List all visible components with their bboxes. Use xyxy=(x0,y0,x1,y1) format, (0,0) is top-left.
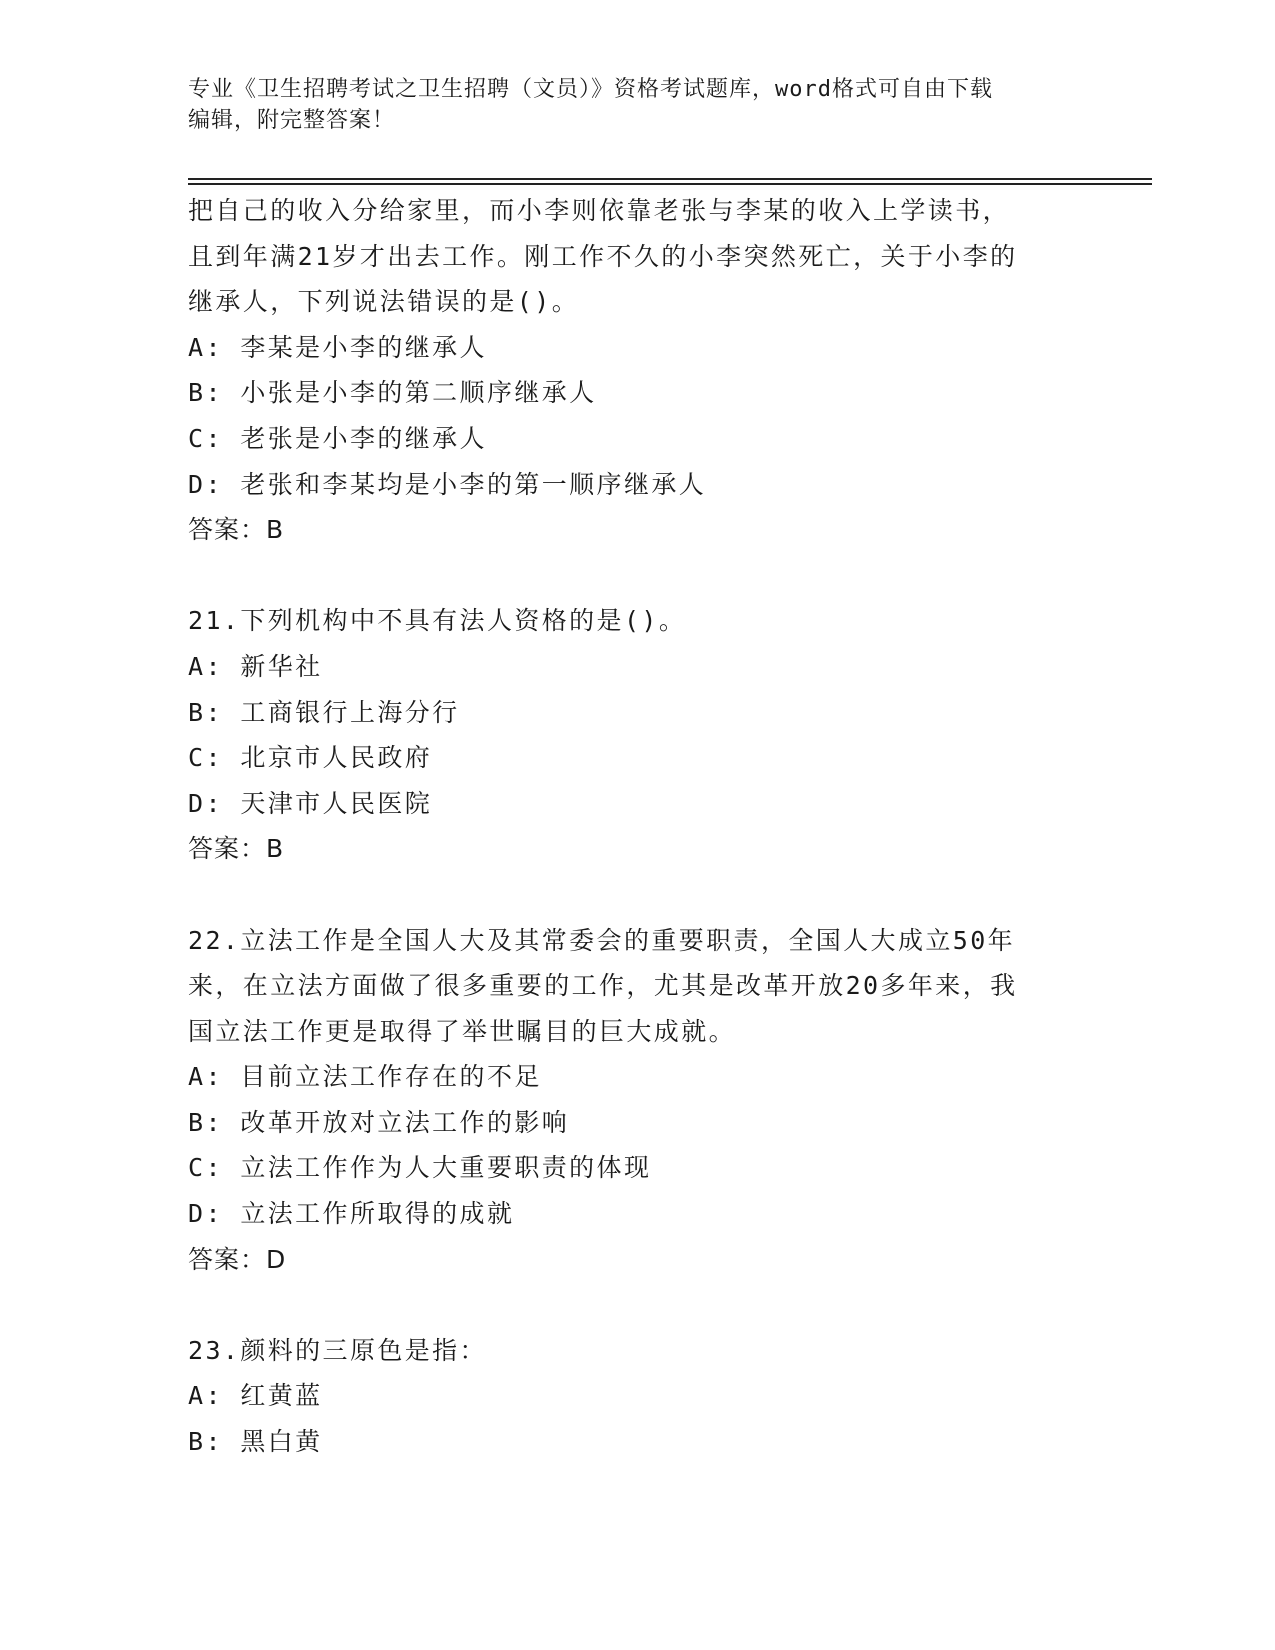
option-b: B: 改革开放对立法工作的影响 xyxy=(188,1107,570,1137)
option-c: C: 立法工作作为人大重要职责的体现 xyxy=(188,1153,652,1183)
question-stem-line: 且到年满21岁才出去工作。刚工作不久的小李突然死亡，关于小李的 xyxy=(188,241,1018,271)
question-stem-line: 把自己的收入分给家里，而小李则依靠老张与李某的收入上学读书， xyxy=(188,196,1011,225)
question-23 xyxy=(188,1328,1088,1465)
question-stem-line: 21.下列机构中不具有法人资格的是()。 xyxy=(188,606,687,636)
option-a: A: 目前立法工作存在的不足 xyxy=(188,1062,542,1092)
spacer xyxy=(188,872,1088,918)
option-b: B: 黑白黄 xyxy=(188,1427,323,1457)
answer-label: 答案：B xyxy=(188,515,285,545)
question-20 xyxy=(188,188,1088,553)
option-b: B: 小张是小李的第二顺序继承人 xyxy=(188,378,597,408)
question-stem-line: 22.立法工作是全国人大及其常委会的重要职责，全国人大成立50年 xyxy=(188,925,1016,955)
answer-label: 答案：B xyxy=(188,834,285,864)
option-a: A: 新华社 xyxy=(188,651,323,681)
option-d: D: 立法工作所取得的成就 xyxy=(188,1199,515,1229)
question-stem-line: 来，在立法方面做了很多重要的工作，尤其是改革开放20多年来，我 xyxy=(188,971,1018,1001)
question-stem-line: 国立法工作更是取得了举世瞩目的巨大成就。 xyxy=(188,1016,737,1046)
spacer xyxy=(188,553,1088,599)
option-a: A: 李某是小李的继承人 xyxy=(188,332,487,362)
option-d: D: 老张和李某均是小李的第一顺序继承人 xyxy=(188,469,707,499)
header-divider-top xyxy=(188,178,1152,180)
question-22 xyxy=(188,918,1088,1283)
header-line-2: 编辑，附完整答案！ xyxy=(188,108,396,133)
header-line-1: 专业《卫生招聘考试之卫生招聘（文员）》资格考试题库，word格式可自由下载 xyxy=(188,77,993,102)
option-b: B: 工商银行上海分行 xyxy=(188,697,460,727)
option-a: A: 红黄蓝 xyxy=(188,1381,323,1411)
question-stem-line: 继承人，下列说法错误的是()。 xyxy=(188,287,580,317)
option-d: D: 天津市人民医院 xyxy=(188,788,433,818)
option-c: C: 北京市人民政府 xyxy=(188,743,433,773)
question-stem-line: 23.颜料的三原色是指： xyxy=(188,1335,487,1365)
document-header xyxy=(188,74,1088,136)
answer-label: 答案：D xyxy=(188,1244,287,1274)
spacer xyxy=(188,1282,1088,1328)
question-list xyxy=(188,188,1088,1465)
option-c: C: 老张是小李的继承人 xyxy=(188,423,487,453)
header-divider-bottom xyxy=(188,183,1152,185)
question-21 xyxy=(188,598,1088,872)
